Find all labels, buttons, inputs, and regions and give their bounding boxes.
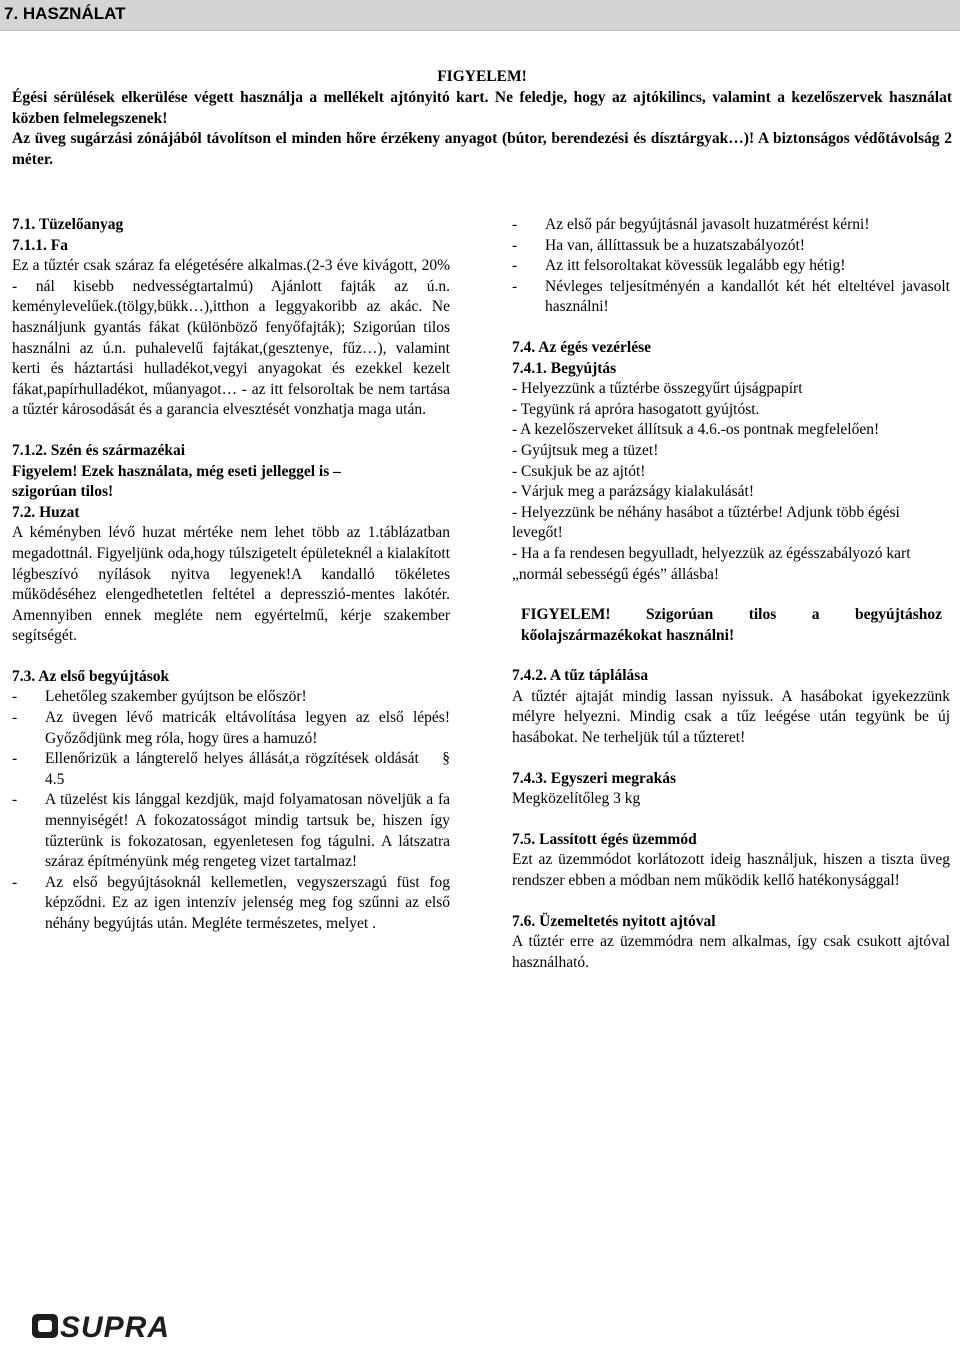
step-item: - Csukjuk be az ajtót! xyxy=(512,462,646,480)
step-item: - Helyezzünk be néhány hasábot a tűztérbe! Adjunk több égési levegőt! xyxy=(512,503,900,542)
heading-7-1-1: 7.1.1. Fa xyxy=(12,236,68,254)
list-item: - Az első begyújtásoknál kellemetlen, vegyszerszagú füst fog képződni. Ez az igen intenzív jelenség meg fog szűnni az első néhány begyújtás után. Megléte természetes, melyet . xyxy=(12,873,450,932)
spacer xyxy=(512,318,950,338)
list-item: - Ellenőrizük a lángterelő helyes állását,a rögzítések oldását § 4.5 xyxy=(12,750,454,788)
list-item: - Névleges teljesítményén a kandallót két hét elteltével javasolt használni! xyxy=(512,277,950,316)
list-item: - Az üvegen lévő matricák eltávolítása legyen az első lépés! Győződjünk meg róla, hogy üres a hamuzó! xyxy=(12,709,450,747)
huzat-paragraph: A kéményben lévő huzat mértéke nem lehet több az 1.táblázatban megadottnál. Figyeljünk oda,hogy túlszigetelt épületeknél a kialakított légbeszívó nyílások nyitva legyenek!A kandalló tökéletes működéséhez elengedhetetlen feltétel a depresszió-mentes lakótér. Amennyiben ennek megléte nem egyértelmű, kérje szakember segítségét. xyxy=(12,524,450,645)
szen-warning-line-2: szigorúan tilos! xyxy=(12,483,114,501)
nyitott-paragraph: A tűztér erre az üzemmódra nem alkalmas, így csak csukott ajtóval használható. xyxy=(512,933,950,971)
heading-7-6: 7.6. Üzemeltetés nyitott ajtóval xyxy=(512,912,716,930)
list-item: - Az itt felsoroltakat kövessük legalább egy hétig! xyxy=(512,257,846,275)
szen-warning-line-1: Figyelem! Ezek használata, még eseti jelleggel is – xyxy=(12,462,341,480)
list-item: - Ha van, állíttassuk be a huzatszabályozót! xyxy=(512,236,805,254)
heading-7-4-1: 7.4.1. Begyújtás xyxy=(512,359,617,377)
spacer xyxy=(12,421,450,441)
lassitott-paragraph: Ezt az üzemmódot korlátozott ideig használjuk, hiszen a tiszta üveg rendszer ebben a módban nem működik kellő hatékonysággal! xyxy=(512,851,950,890)
heading-7-2: 7.2. Huzat xyxy=(12,503,80,521)
list-item: - Lehetőleg szakember gyújtson be először! xyxy=(12,688,307,706)
step-item: - Helyezzünk a tűztérbe összegyűrt újságpapírt xyxy=(512,380,803,398)
heading-7-3: 7.3. Az első begyújtások xyxy=(12,667,170,685)
warning-title: FIGYELEM! xyxy=(437,68,527,85)
logo-text: SUPRA xyxy=(60,1311,171,1340)
section-title: 7. HASZNÁLAT xyxy=(4,4,126,23)
heading-7-4: 7.4. Az égés vezérlése xyxy=(512,338,652,356)
step-item: - Ha a fa rendesen begyulladt, helyezzük az égésszabályozó kart „normál sebességű égés” állásba! xyxy=(512,544,911,583)
right-column xyxy=(512,215,950,973)
spacer xyxy=(12,647,450,667)
page-header-bar xyxy=(0,0,960,31)
taplalas-paragraph: A tűztér ajtaját mindig lassan nyissuk. A hasábokat igyekezzünk mélyre helyezni. Mindig csak a tűz leégése után tegyünk be új hasábokat. Ne terheljük túl a tűzteret! xyxy=(512,687,950,747)
fuel-warning-line-2: kőolajszármazékokat használni! xyxy=(521,626,735,644)
spacer xyxy=(512,749,950,769)
heading-7-1: 7.1. Tüzelőanyag xyxy=(12,216,124,233)
spacer xyxy=(512,810,950,830)
left-column xyxy=(12,215,454,935)
supra-logo-icon xyxy=(32,1310,202,1340)
spacer xyxy=(512,646,950,666)
spacer xyxy=(512,585,950,605)
spacer xyxy=(512,892,950,912)
heading-7-4-3: 7.4.3. Egyszeri megrakás xyxy=(512,769,677,787)
fa-paragraph: Ez a tűztér csak száraz fa elégetésére alkalmas.(2-3 éve kivágott, 20% - nál kisebb nedvességtartalmú) Ajánlott fajták az ú.n. keménylevelűek.(tölgy,bükk…),itthon a leggyakoribb az akác. Ne használjunk gyantás fákat (különböző fenyőfajták); Szigorúan tilos használni az ú.n. puhalevelű fajtákat,(gesztenye, fűz…), valamint kerti és háztartási hulladékot,vegyi anyagokat és ezekkel kezelt fákat,papírhulladékot, műanyagot… - az itt felsoroltak be nem tartása a tűztér károsodását és a garancia elvesztését vonzhatja maga után. xyxy=(12,257,450,419)
list-item: - Az első pár begyújtásnál javasolt huzatmérést kérni! xyxy=(512,216,870,233)
step-item: - Gyújtsuk meg a tüzet! xyxy=(512,441,659,459)
fuel-warning-line-1: FIGYELEM! Szigorúan tilos a begyújtáshoz xyxy=(521,606,942,624)
step-item: - A kezelőszerveket állítsuk a 4.6.-os pontnak megfelelően! xyxy=(512,421,880,439)
heading-7-5: 7.5. Lassított égés üzemmód xyxy=(512,830,697,848)
warning-block xyxy=(12,67,952,171)
heading-7-1-2: 7.1.2. Szén és származékai xyxy=(12,441,186,459)
warning-text-1: Égési sérülések elkerülése végett használja a mellékelt ajtónyitó kart. Ne feledje, hogy az ajtókilincs, valamint a kezelőszervek használat közben felmelegszenek! xyxy=(12,88,952,127)
supra-logo xyxy=(32,1310,202,1347)
heading-7-4-2: 7.4.2. A tűz táplálása xyxy=(512,667,649,685)
step-item: - Tegyünk rá apróra hasogatott gyújtóst. xyxy=(512,400,760,418)
megrakas-text: Megközelítőleg 3 kg xyxy=(512,790,641,808)
warning-text-2: Az üveg sugárzási zónájából távolítson el minden hőre érzékeny anyagot (bútor, berendezési és dísztárgyak…)! A biztonságos védőtávolság 2 méter. xyxy=(12,130,952,169)
list-item: - A tüzelést kis lánggal kezdjük, majd folyamatosan növeljük a fa mennyiségét! A fokozatosságot mindig tartsuk be, hiszen így tűzterünk is fokozatosan, egyenletesen fog tágulni. A látszatra száraz építményünk még rengeteg vizet tartalmaz! xyxy=(12,791,450,871)
step-item: - Várjuk meg a parázságy kialakulását! xyxy=(512,483,755,501)
